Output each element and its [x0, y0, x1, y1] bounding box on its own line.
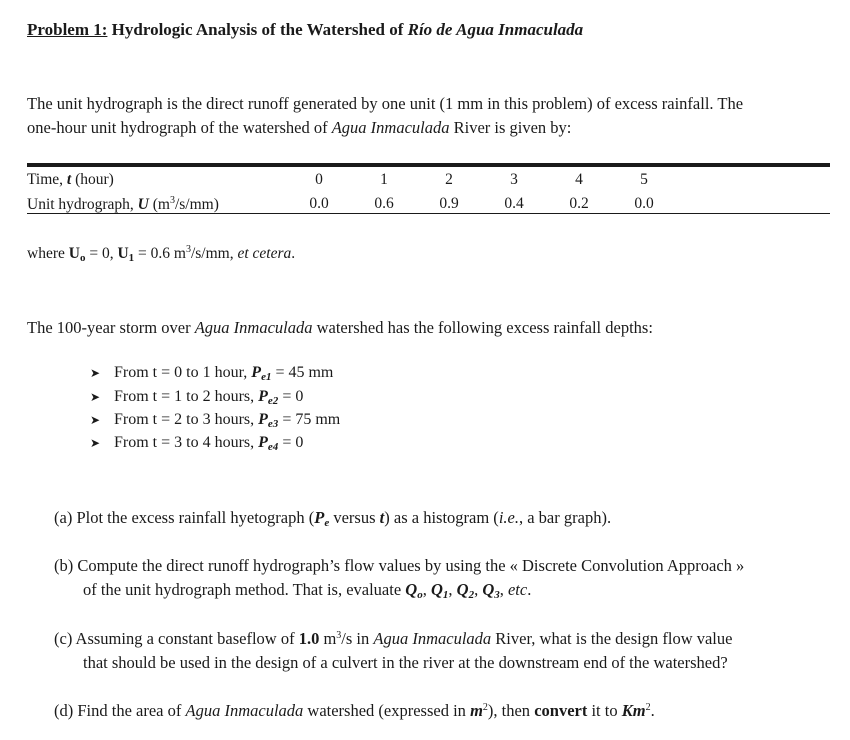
qa-end: , a bar graph).: [518, 508, 612, 527]
arrowhead-bullet-icon: ➤: [90, 366, 101, 380]
bullet-text: From t = 3 to 4 hours,: [114, 434, 259, 451]
bullet-sub: e1: [261, 371, 272, 383]
q1: Q: [430, 580, 443, 599]
qc-sup: 3: [336, 630, 342, 641]
table-cell-time: 4: [575, 171, 583, 188]
intro-line-1: The unit hydrograph is the direct runoff generated by one unit (1 mm in this problem) of excess rainfall. The: [27, 94, 744, 113]
where-etc: et cetera: [237, 245, 292, 262]
qc-text-end: River, what is the design flow value: [491, 629, 733, 648]
qb-line-2: [54, 578, 744, 607]
title-text: Hydrologic Analysis of the Watershed of: [111, 20, 408, 39]
bullet-value: = 45 mm: [271, 364, 334, 381]
table-cell-time: 5: [640, 171, 648, 188]
intro-text: one-hour unit hydrograph of the watershed of: [27, 118, 332, 137]
bullet-value: = 75 mm: [278, 411, 341, 428]
intro-line-2: [27, 116, 743, 140]
where-unit: /s/mm,: [190, 245, 238, 262]
intro-text-end: River is given by:: [449, 118, 572, 137]
qc-text: (c) Assuming a constant baseflow of: [54, 629, 299, 648]
bullet-text: From t = 0 to 1 hour,: [114, 364, 252, 381]
qd-text-4: it to: [587, 701, 622, 720]
qc-baseflow: 1.0: [298, 629, 320, 648]
q0-sub: o: [417, 589, 423, 601]
qa-psub: e: [324, 517, 330, 529]
u0-sub: o: [79, 252, 86, 264]
arrowhead-bullet-icon: ➤: [90, 436, 101, 450]
qc-line-1: [54, 624, 732, 651]
storm-river-name: Agua Inmaculada: [194, 318, 313, 337]
qc-line-2: that should be used in the design of a culvert in the river at the downstream end of the watershed?: [83, 653, 728, 672]
table-cell-time: 2: [445, 171, 453, 188]
qd-m: m: [470, 701, 483, 720]
qb-sep: ,: [448, 580, 457, 599]
uh-unit: (m: [148, 196, 170, 213]
table-cell-value: 0.0: [309, 195, 329, 212]
list-item: ➤ From t = 3 to 4 hours, $P_{e4} = 0$: [90, 434, 304, 453]
problem-label: Problem 1:: [27, 20, 108, 39]
qd-text: (d) Find the area of: [54, 701, 186, 720]
bullet-value: = 0: [278, 434, 304, 451]
qb-line-1: (b) Compute the direct runoff hydrograph’s flow values by using the « Discrete Convolution Approach »: [54, 556, 745, 575]
u1-var: U: [117, 245, 129, 262]
bullet-sub: e2: [267, 395, 279, 407]
page-title: [27, 20, 583, 40]
arrowhead-bullet-icon: ➤: [90, 390, 101, 404]
table-cell-value: 0.2: [569, 195, 589, 212]
qa-text: (a) Plot the excess rainfall hyetograph (: [54, 508, 315, 527]
qa-ie: i.e.: [498, 508, 519, 527]
table-cell-value: 0.9: [439, 195, 459, 212]
where-val: = 0.6 m: [134, 245, 186, 262]
where-line: [27, 244, 295, 264]
u0-var: U: [68, 245, 80, 262]
question-b: [54, 554, 744, 607]
qc-unit-end: /s in: [341, 629, 374, 648]
table-row-uh-label: [27, 195, 219, 214]
where-sup: 3: [185, 244, 191, 255]
qa-p: P: [314, 508, 325, 527]
table-cell-value: 0.4: [504, 195, 524, 212]
where-text: where: [27, 245, 69, 262]
title-river-name: Río de Agua Inmaculada: [407, 20, 584, 39]
table-cell-value: 0.0: [634, 195, 654, 212]
where-end: .: [291, 245, 296, 262]
uh-unit-end: /s/mm): [174, 196, 219, 213]
list-item: ➤ From t = 1 to 2 hours, $P_{e2} = 0$: [90, 388, 304, 407]
bullet-value: = 0: [278, 388, 304, 405]
qd-text-3: ), then: [487, 701, 535, 720]
storm-text: The 100-year storm over: [27, 318, 195, 337]
storm-text-end: watershed has the following excess rainfall depths:: [312, 318, 653, 337]
u1-sub: 1: [128, 252, 135, 264]
time-unit: (hour): [71, 171, 114, 188]
bullet-sub: e3: [267, 418, 279, 430]
qc-river-name: Agua Inmaculada: [373, 629, 492, 648]
qd-km: Km: [621, 701, 646, 720]
qa-mid: versus: [329, 508, 380, 527]
table-top-rule: [27, 163, 830, 167]
qd-end: .: [650, 701, 655, 720]
qd-text-2: watershed (expressed in: [303, 701, 471, 720]
qa-t: t: [379, 508, 385, 527]
intro-paragraph: [27, 92, 743, 140]
uh-label: Unit hydrograph,: [27, 196, 138, 213]
list-item: ➤ From t = 0 to 1 hour, $P_{e1} = 45$ mm: [90, 364, 334, 383]
arrowhead-bullet-icon: ➤: [90, 413, 101, 427]
qd-m-sup: 2: [482, 702, 488, 713]
bullet-sub: e4: [267, 441, 279, 453]
qd-km-sup: 2: [645, 702, 651, 713]
storm-paragraph: [27, 316, 653, 340]
q0: Q: [405, 580, 418, 599]
q2: Q: [456, 580, 469, 599]
table-cell-time: 3: [510, 171, 518, 188]
qb-sep: ,: [474, 580, 483, 599]
qb-end: .: [527, 580, 532, 599]
list-item: ➤ From t = 2 to 3 hours, $P_{e3} = 75$ mm: [90, 411, 341, 430]
question-d: [54, 696, 655, 723]
question-c: [54, 624, 732, 675]
bullet-text: From t = 2 to 3 hours,: [114, 411, 259, 428]
qc-unit: m: [319, 629, 337, 648]
q1-sub: 1: [442, 589, 449, 601]
q3: Q: [482, 580, 495, 599]
table-row-time-label: [27, 171, 114, 189]
bullet-text: From t = 1 to 2 hours,: [114, 388, 259, 405]
time-label: Time,: [27, 171, 67, 188]
qb-etc: etc: [507, 580, 528, 599]
table-cell-value: 0.6: [374, 195, 394, 212]
qb-sep: ,: [499, 580, 508, 599]
table-cell-time: 0: [315, 171, 323, 188]
question-a: [54, 506, 611, 535]
intro-river-name: Agua Inmaculada: [331, 118, 450, 137]
q3-sub: 3: [494, 589, 500, 601]
where-eq: = 0,: [85, 245, 118, 262]
qd-convert: convert: [534, 701, 588, 720]
table-cell-time: 1: [380, 171, 388, 188]
qb-text: of the unit hydrograph method. That is, evaluate: [83, 580, 406, 599]
time-var: t: [66, 171, 72, 188]
qa-post: ) as a histogram (: [384, 508, 499, 527]
uh-unit-sup: 3: [169, 195, 175, 206]
uh-var: U: [137, 196, 149, 213]
q2-sub: 2: [468, 589, 475, 601]
qb-sep: ,: [422, 580, 431, 599]
qd-river-name: Agua Inmaculada: [185, 701, 304, 720]
